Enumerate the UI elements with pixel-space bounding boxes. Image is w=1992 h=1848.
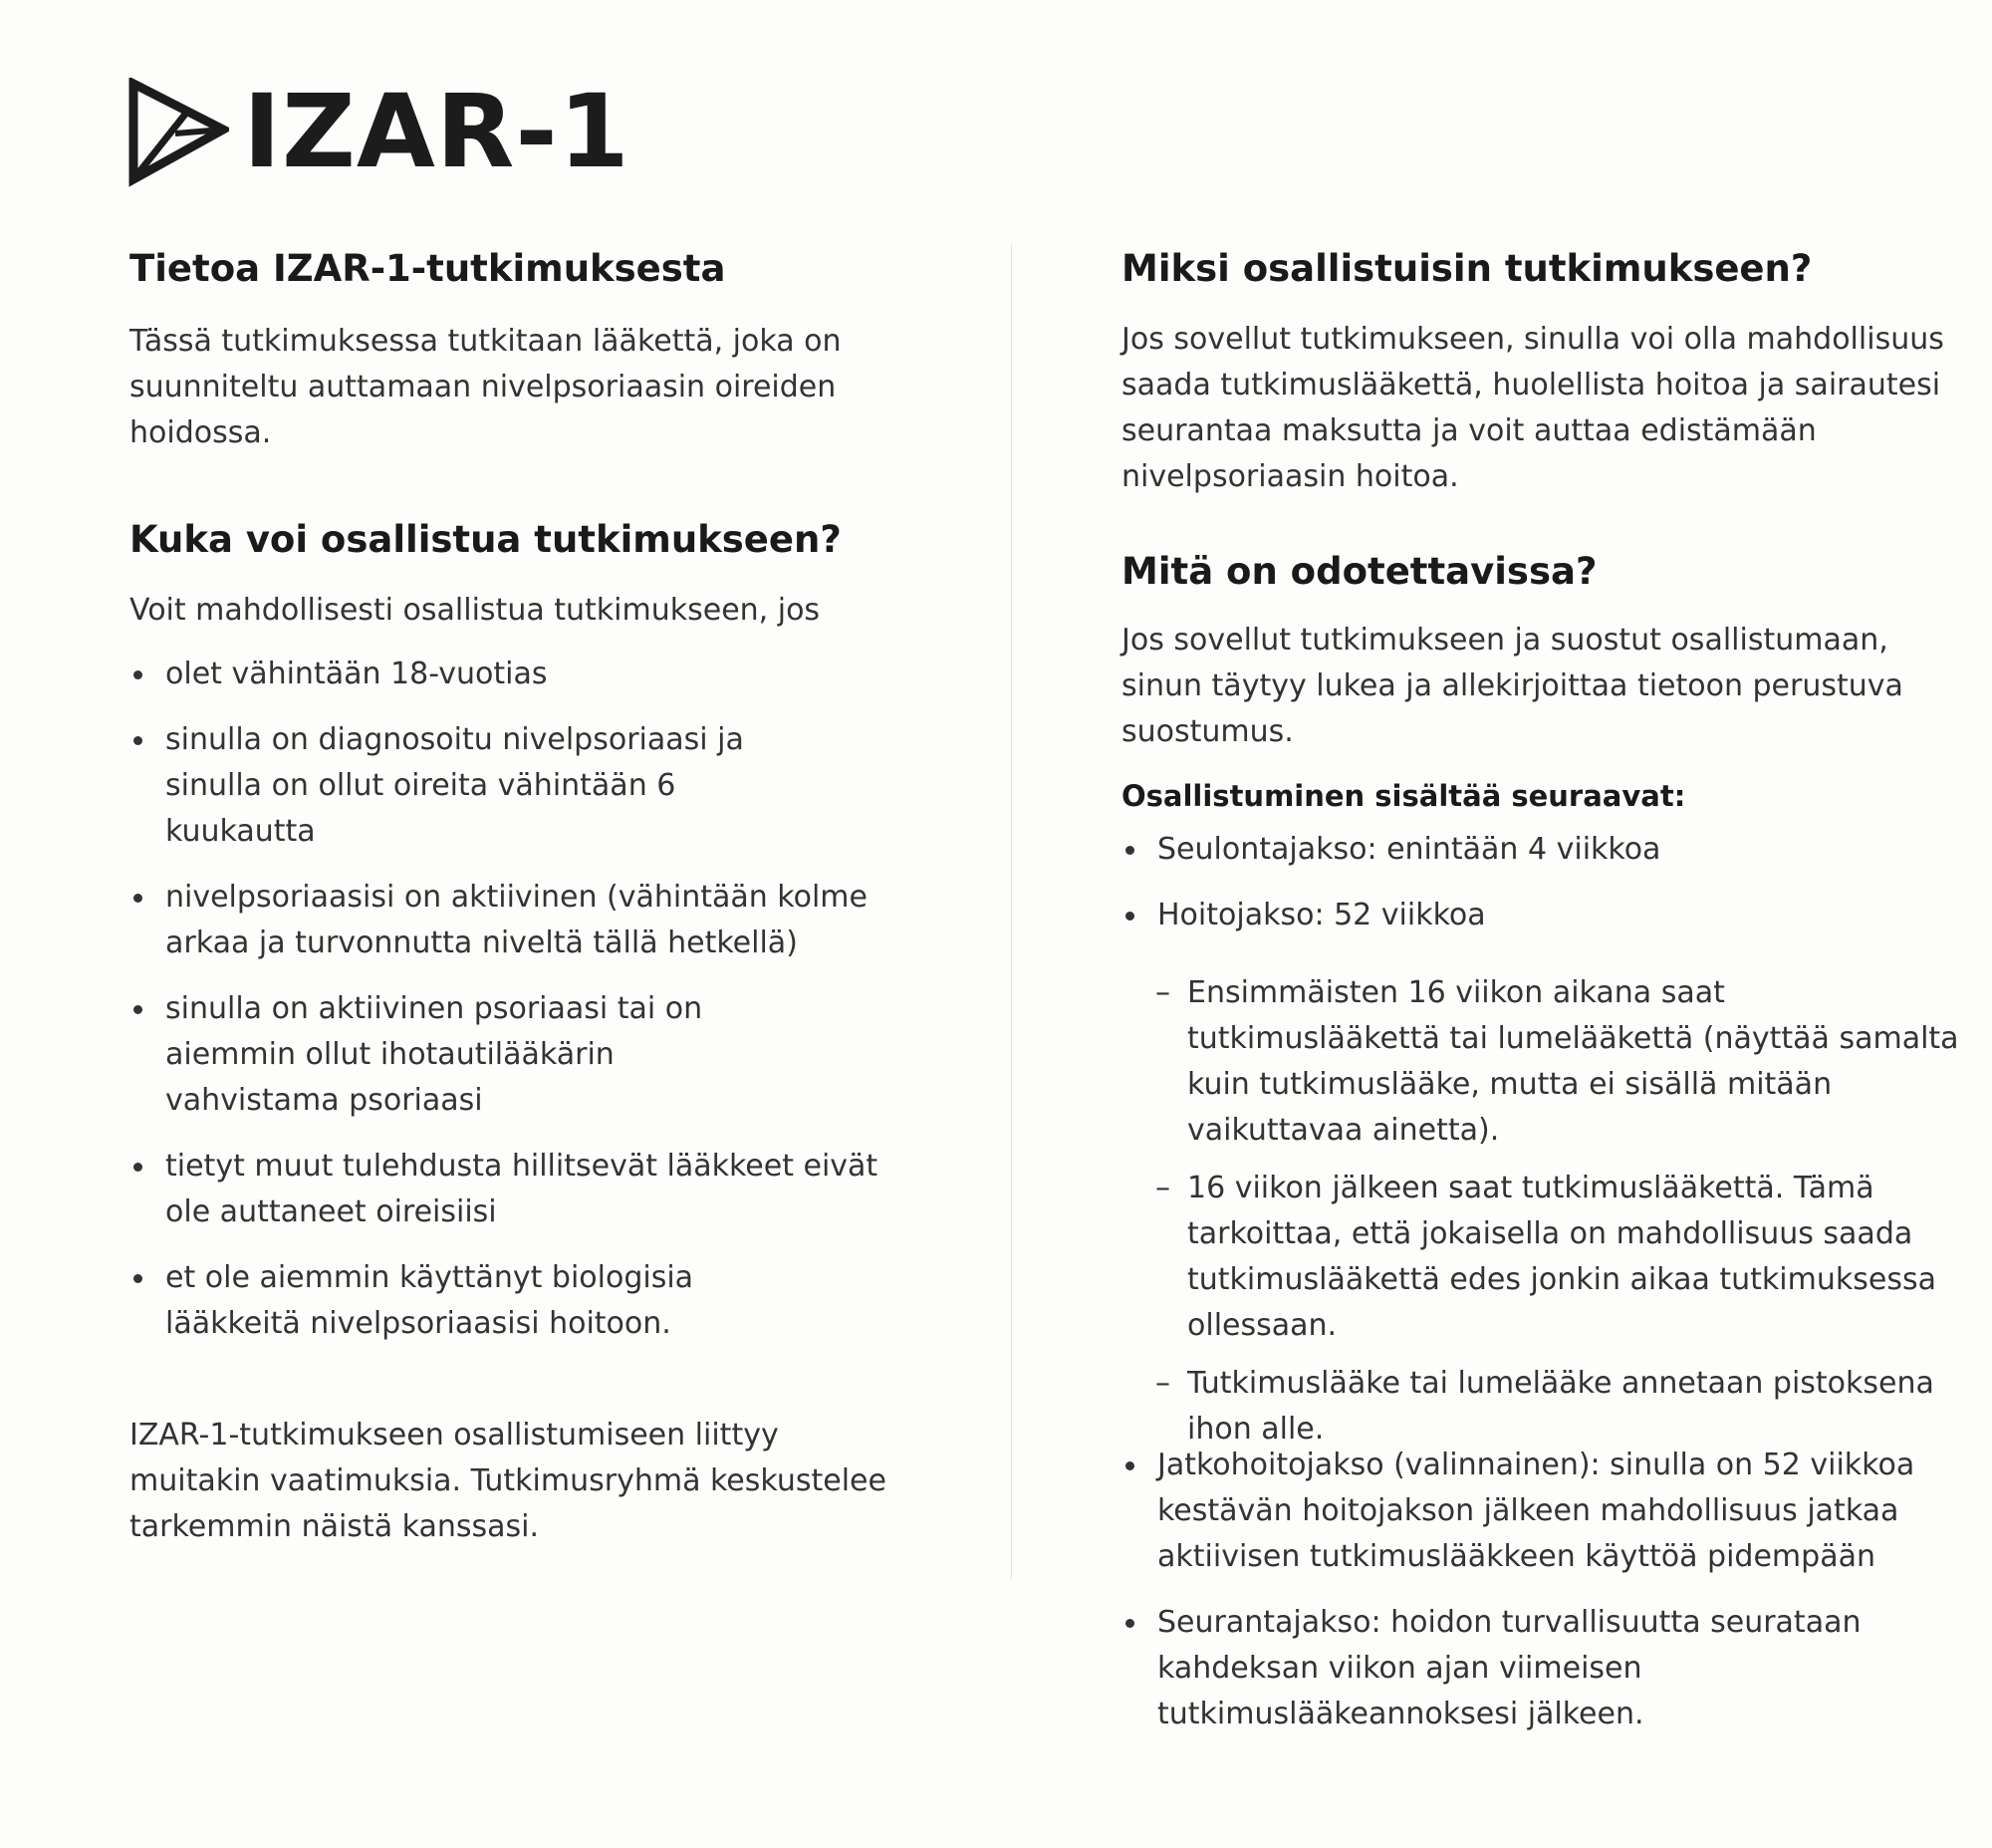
- treatment-detail-injection: – Tutkimuslääke tai lumelääke annetaan pistoksena ihon alle.: [1121, 1361, 1968, 1452]
- participation-list-continued: [1121, 1443, 1978, 1757]
- eligibility-item-psoriasis: sinulla on aktiivinen psoriaasi tai on aiemmin ollut ihotautilääkärin vahvistama psoriaasi: [129, 986, 783, 1124]
- treatment-detail-first16: – Ensimmäisten 16 viikon aikana saat tutkimuslääkettä tai lumelääkettä (näyttää samalta kuin tutkimuslääke, mutta ei sisällä mitään vaikuttavaa ainetta).: [1121, 970, 1968, 1154]
- phase-treatment-label: Hoitojakso: 52 viikkoa: [1157, 898, 1486, 932]
- eligibility-item-age: olet vähintään 18-vuotias: [129, 652, 867, 697]
- why-text: Jos sovellut tutkimukseen, sinulla voi olla mahdollisuus saada tutkimuslääkettä, huolellista hoitoa ja sairautesi seurantaa maksutta ja voit auttaa edistämään nivelpsoriaasin hoitoa.: [1121, 322, 1944, 494]
- phase-treatment: [1121, 893, 1968, 938]
- who-intro: Voit mahdollisesti osallistua tutkimukseen, jos: [129, 593, 821, 628]
- play-triangle-icon: [125, 78, 229, 187]
- expect-text: Jos sovellut tutkimukseen ja suostut osallistumaan, sinun täytyy lukea ja allekirjoittaa tietoon perustuva suostumus.: [1121, 623, 1903, 749]
- why-heading: Miksi osallistuisin tutkimukseen?: [1121, 247, 1813, 290]
- about-text: Tässä tutkimuksessa tutkitaan lääkettä, joka on suunniteltu auttamaan nivelpsoriaasin oireiden hoidossa.: [129, 324, 842, 450]
- phase-followup: Seurantajakso: hoidon turvallisuutta seurataan kahdeksan viikon ajan viimeisen tutkimuslääkeannoksesi jälkeen.: [1121, 1600, 1954, 1737]
- eligibility-list: [129, 652, 878, 1367]
- phase-screening: Seulontajakso: enintään 4 viikkoa: [1121, 827, 1968, 873]
- who-outro: IZAR-1-tutkimukseen osallistumiseen liittyy muitakin vaatimuksia. Tutkimusryhmä keskustelee tarkemmin näistä kanssasi.: [129, 1418, 886, 1544]
- eligibility-item-medications: tietyt muut tulehdusta hillitsevät lääkkeet eivät ole auttaneet oireisiisi: [129, 1144, 902, 1235]
- column-divider: [1011, 244, 1012, 1579]
- eligibility-item-diagnosis: sinulla on diagnosoitu nivelpsoriaasi ja sinulla on ollut oireita vähintään 6 kuukautta: [129, 717, 783, 855]
- about-heading: Tietoa IZAR-1-tutkimuksesta: [129, 247, 726, 290]
- participation-list: [1121, 827, 1968, 938]
- phase-extension: Jatkohoitojakso (valinnainen): sinulla on 52 viikkoa kestävän hoitojakson jälkeen mahdollisuus jatkaa aktiivisen tutkimuslääkkeen käyttöä pidempään: [1121, 1443, 1978, 1580]
- eligibility-item-biologics: et ole aiemmin käyttänyt biologisia lääkkeitä nivelpsoriaasisi hoitoon.: [129, 1255, 803, 1347]
- who-heading: Kuka voi osallistua tutkimukseen?: [129, 518, 842, 561]
- eligibility-item-active: nivelpsoriaasisi on aktiivinen (vähintään kolme arkaa ja turvonnutta niveltä tällä hetkellä): [129, 875, 882, 966]
- treatment-details-list: [1121, 970, 1968, 1464]
- study-logo: [125, 73, 630, 191]
- includes-heading: Osallistuminen sisältää seuraavat:: [1121, 779, 1686, 813]
- expect-heading: Mitä on odotettavissa?: [1121, 550, 1598, 593]
- logo-text: IZAR-1: [243, 73, 630, 191]
- treatment-detail-after16: – 16 viikon jälkeen saat tutkimuslääkettä. Tämä tarkoittaa, että jokaisella on mahdollisuus saada tutkimuslääkettä edes jonkin aikaa tutkimuksessa ollessaan.: [1121, 1166, 1968, 1349]
